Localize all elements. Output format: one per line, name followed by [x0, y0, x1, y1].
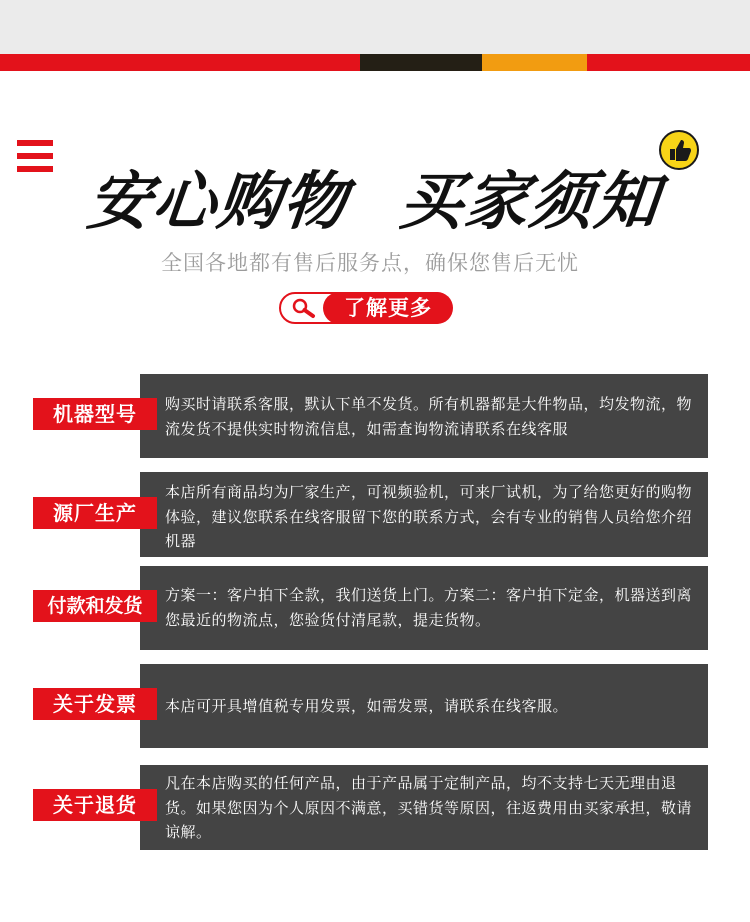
- headline: [0, 162, 750, 242]
- notice-body: 方案一：客户拍下全款，我们送货上门。方案二：客户拍下定金，机器送到离您最近的物流点，您验货付清尾款，提走货物。: [165, 586, 693, 629]
- notice-body: 本店可开具增值税专用发票，如需发票，请联系在线客服。: [165, 697, 569, 715]
- headline-left: 安心购物: [84, 165, 352, 238]
- notice-body: 凡在本店购买的任何产品，由于产品属于定制产品，均不支持七天无理由退货。如果您因为个人原因不满意，买错货等原因，往返费用由买家承担，敬请谅解。: [165, 774, 693, 841]
- notice-panel-payment: [140, 566, 708, 650]
- search-icon: [291, 297, 317, 319]
- learn-more-label: 了解更多: [323, 292, 453, 324]
- notice-title-payment: 付款和发货: [33, 590, 157, 622]
- notice-title-model: 机器型号: [33, 398, 157, 430]
- color-stripe-gold: [482, 54, 587, 71]
- top-band: [0, 0, 750, 54]
- notice-title-factory: 源厂生产: [33, 497, 157, 529]
- subtitle: 全国各地都有售后服务点，确保您售后无忧: [161, 251, 579, 275]
- notice-panel-factory: [140, 472, 708, 557]
- headline-right: 买家须知: [396, 165, 664, 238]
- notice-title-returns: 关于退货: [33, 789, 157, 821]
- notice-panel-returns: [140, 765, 708, 850]
- notice-title-invoice: 关于发票: [33, 688, 157, 720]
- notice-panel-model: [140, 374, 708, 458]
- color-stripe-red-left: [0, 54, 360, 71]
- notice-body: 本店所有商品均为厂家生产，可视频验机，可来厂试机，为了给您更好的购物体验，建议您联系在线客服留下您的联系方式，会有专业的销售人员给您介绍机器: [165, 483, 693, 550]
- notice-body: 购买时请联系客服，默认下单不发货。所有机器都是大件物品，均发物流，物流发货不提供实时物流信息，如需查询物流请联系在线客服: [165, 395, 693, 438]
- notice-panel-invoice: [140, 664, 708, 748]
- learn-more-button[interactable]: [279, 292, 451, 324]
- color-stripe-red-right: [587, 54, 750, 71]
- color-stripe-black: [360, 54, 482, 71]
